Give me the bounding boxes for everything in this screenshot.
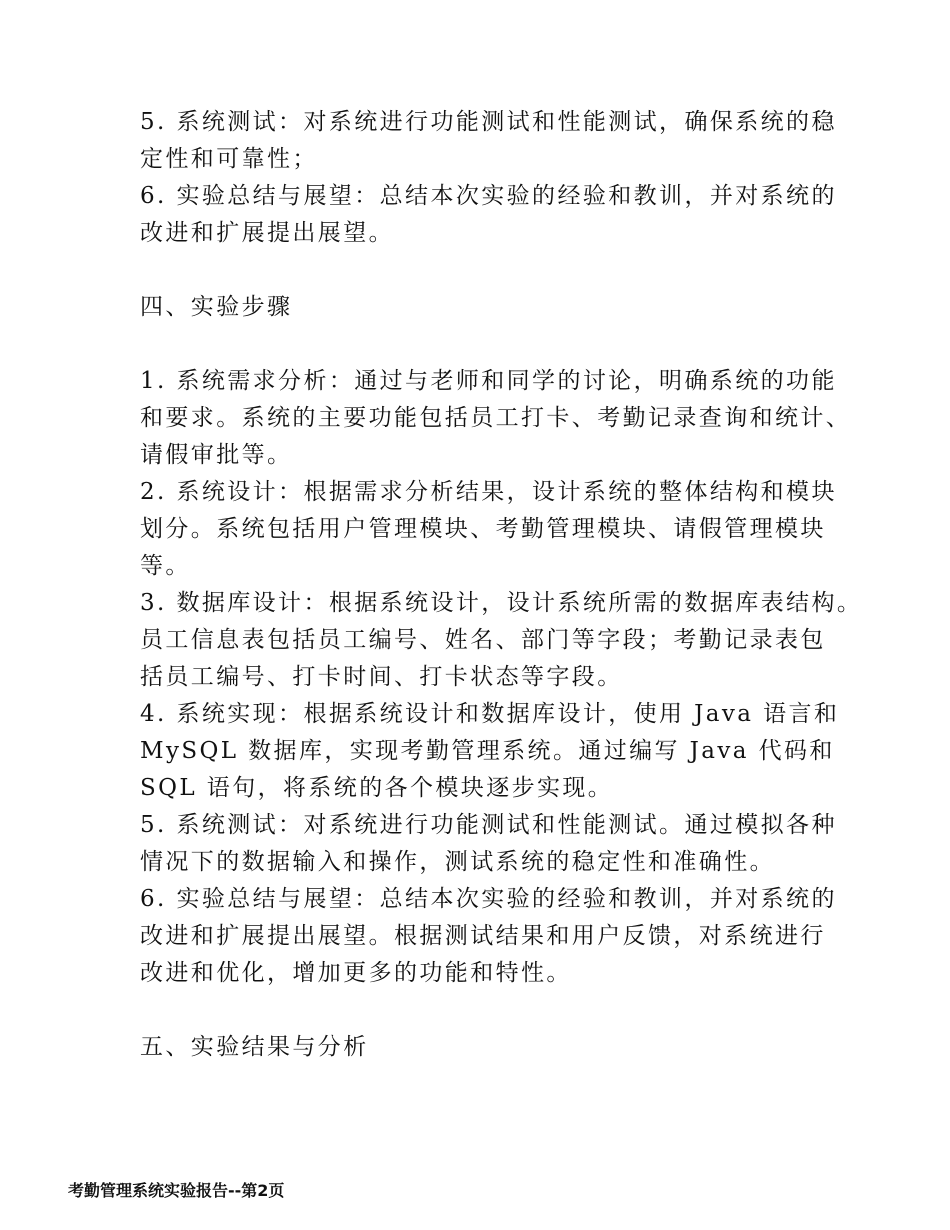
section-heading: 四、实验步骤	[140, 294, 293, 320]
text-line: 划分。系统包括用户管理模块、考勤管理模块、请假管理模块	[140, 516, 826, 542]
text-line: 5. 系统测试：对系统进行功能测试和性能测试，确保系统的稳	[140, 109, 837, 135]
paragraph-block	[140, 363, 863, 992]
text-line: 改进和扩展提出展望。	[140, 220, 394, 246]
text-line: 等。	[140, 553, 191, 579]
section-heading: 五、实验结果与分析	[140, 1034, 369, 1060]
paragraph-gap	[140, 326, 840, 363]
text-line: 1. 系统需求分析：通过与老师和同学的讨论，明确系统的功能	[140, 368, 837, 394]
text-line: 定性和可靠性；	[140, 146, 318, 172]
text-line: 员工信息表包括员工编号、姓名、部门等字段；考勤记录表包	[140, 627, 826, 653]
text-line: 4. 系统实现：根据系统设计和数据库设计，使用 Java 语言和	[140, 701, 840, 727]
text-line: SQL 语句，将系统的各个模块逐步实现。	[140, 775, 614, 801]
paragraph-gap	[140, 992, 840, 1029]
document-body	[140, 104, 863, 1066]
text-line: 6. 实验总结与展望：总结本次实验的经验和教训，并对系统的	[140, 183, 837, 209]
text-line: 5. 系统测试：对系统进行功能测试和性能测试。通过模拟各种	[140, 812, 837, 838]
paragraph-block	[140, 104, 840, 252]
text-line: 括员工编号、打卡时间、打卡状态等字段。	[140, 664, 623, 690]
paragraph-gap	[140, 252, 840, 289]
text-line: 6. 实验总结与展望：总结本次实验的经验和教训，并对系统的	[140, 886, 837, 912]
text-line: 和要求。系统的主要功能包括员工打卡、考勤记录查询和统计、	[140, 405, 852, 431]
text-line: 情况下的数据输入和操作，测试系统的稳定性和准确性。	[140, 849, 775, 875]
text-line: 2. 系统设计：根据需求分析结果，设计系统的整体结构和模块	[140, 479, 837, 505]
text-line: 改进和优化，增加更多的功能和特性。	[140, 960, 572, 986]
page-footer: 考勤管理系统实验报告--第2页	[68, 1181, 285, 1200]
text-line: 改进和扩展提出展望。根据测试结果和用户反馈，对系统进行	[140, 923, 826, 949]
text-line: 请假审批等。	[140, 442, 293, 468]
text-line: MySQL 数据库，实现考勤管理系统。通过编写 Java 代码和	[140, 738, 835, 764]
text-line: 3. 数据库设计：根据系统设计，设计系统所需的数据库表结构。	[140, 590, 863, 616]
